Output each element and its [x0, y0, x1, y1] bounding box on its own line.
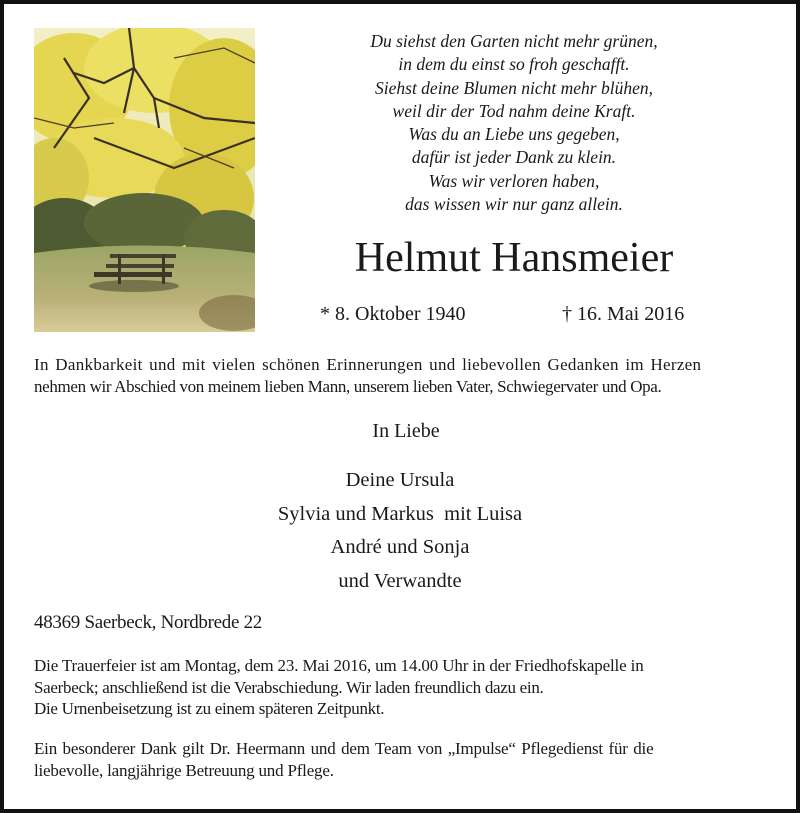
closing-text: In Liebe: [372, 420, 440, 442]
intro-line: In Dankbarkeit und mit vielen schönen Erinnerungen und liebevollen Gedanken im Herzen: [34, 355, 702, 374]
family-member: André und Sonja: [330, 536, 470, 559]
deceased-name: Helmut Hansmeier: [354, 235, 674, 281]
service-line: Die Urnenbeisetzung ist zu einem späteren Zeitpunkt.: [34, 699, 385, 718]
poem-line: dafür ist jeder Dank zu klein.: [411, 147, 617, 168]
funeral-service-info: [34, 655, 779, 720]
memorial-poem: [314, 30, 714, 216]
service-line: Saerbeck; anschließend ist die Verabschiedung. Wir laden freundlich dazu ein.: [34, 677, 544, 697]
service-line: Die Trauerfeier ist am Montag, dem 23. Mai 2016, um 14.00 Uhr in der Friedhofskapelle in: [34, 656, 644, 675]
thanks-line: liebevolle, langjährige Betreuung und Pflege.: [34, 760, 334, 780]
family-member: Deine Ursula: [345, 469, 455, 491]
acknowledgement: [34, 738, 779, 781]
poem-line: in dem du einst so froh geschafft.: [398, 54, 630, 75]
family-member: Sylvia und Markus mit Luisa: [277, 502, 523, 525]
closing-phrase: [4, 418, 796, 444]
family-member: und Verwandte: [338, 569, 462, 592]
poem-line: Siehst deine Blumen nicht mehr blühen,: [375, 77, 653, 98]
park-bench-image: [34, 28, 255, 332]
intro-line: nehmen wir Abschied von meinem lieben Mann, unserem lieben Vater, Schwiegervater und Opa.: [34, 377, 662, 396]
thanks-line: Ein besonderer Dank gilt Dr. Heermann und dem Team von „Impulse“ Pflegedienst für die: [34, 739, 654, 758]
intro-paragraph: [34, 354, 776, 398]
poem-line: Was wir verloren haben,: [428, 170, 600, 191]
poem-line: Was du an Liebe uns gegeben,: [408, 124, 620, 145]
poem-line: das wissen wir nur ganz allein.: [405, 194, 623, 215]
birth-date: * 8. Oktober 1940: [320, 303, 466, 325]
family-address: 48369 Saerbeck, Nordbrede 22: [34, 612, 262, 633]
memorial-photo: [34, 28, 255, 332]
death-date: † 16. Mai 2016: [562, 303, 685, 325]
family-signatures: [4, 464, 796, 598]
poem-line: weil dir der Tod nahm deine Kraft.: [392, 100, 636, 121]
poem-line: Du siehst den Garten nicht mehr grünen,: [370, 31, 658, 51]
